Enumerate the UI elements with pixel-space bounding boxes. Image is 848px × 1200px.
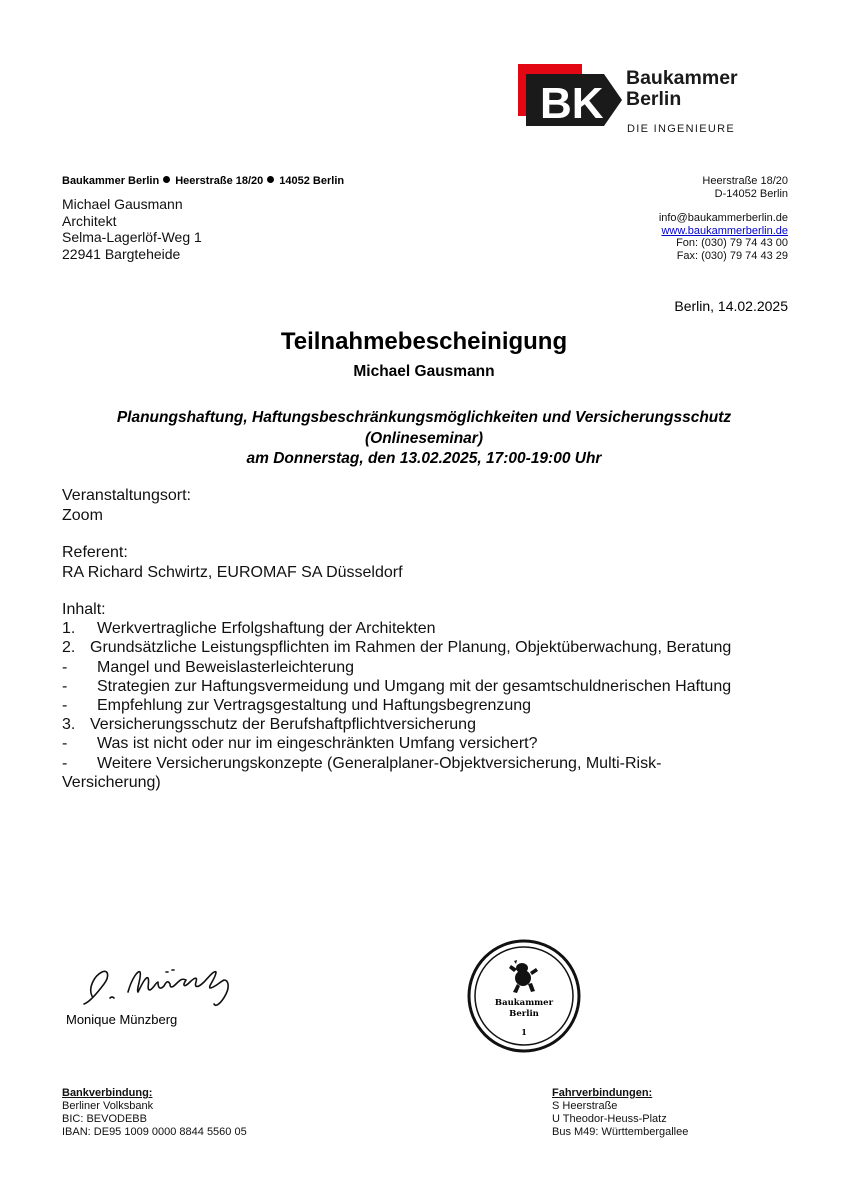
list-item (62, 754, 802, 773)
list-marker: 1. (62, 620, 76, 638)
list-item-text: Empfehlung zur Vertragsgestaltung und Haftungsbegrenzung (97, 697, 532, 715)
list-marker: - (62, 754, 68, 772)
bank-iban: IBAN: DE95 1009 0000 8844 5560 05 (62, 1126, 247, 1138)
seal-text (466, 998, 582, 1020)
list-item-text: Weitere Versicherungskonzepte (Generalplaner-Objektversicherung, Multi-Risk- (97, 754, 662, 772)
list-item (62, 638, 802, 657)
recipient-city: 22941 Bargteheide (62, 245, 181, 262)
transport-details (552, 1087, 688, 1139)
contact-block (659, 175, 788, 262)
sender-city: 14052 Berlin (279, 175, 345, 187)
recipient-street: Selma-Lagerlöf-Weg 1 (62, 229, 202, 245)
speaker-label: Referent: (62, 544, 128, 561)
list-item-text: Mangel und Beweislasterleichterung (97, 658, 355, 676)
website-link[interactable]: www.baukammerberlin.de (661, 224, 788, 237)
baukammer-logo (512, 60, 762, 140)
seal-number: 1 (521, 1027, 527, 1037)
list-item-text: Was ist nicht oder nur im eingeschränkten Umfang versichert? (97, 735, 538, 753)
list-item (62, 677, 802, 696)
document-title: Teilnahmebescheinigung (280, 328, 568, 355)
letter-date: Berlin, 14.02.2025 (674, 298, 788, 314)
list-item-continuation: Versicherung) (62, 773, 161, 791)
speaker-section (62, 543, 403, 582)
list-item (62, 619, 802, 638)
list-item (62, 696, 802, 715)
event-datetime: am Donnerstag, den 13.02.2025, 17:00-19:00 Uhr (246, 450, 602, 467)
list-item (62, 658, 802, 677)
list-marker: - (62, 677, 68, 695)
transport-line: Bus M49: Württembergallee (552, 1126, 689, 1138)
bk-logo-mark-icon (512, 60, 624, 132)
participant-name: Michael Gausmann (353, 363, 495, 380)
logo-subtitle: DIE INGENIEURE (627, 123, 736, 135)
list-item-text: Grundsätzliche Leistungspflichten im Rahmen der Planung, Objektüberwachung, Beratung (90, 639, 732, 657)
sender-street: Heerstraße 18/20 (175, 175, 264, 187)
official-seal (466, 938, 582, 1054)
handwritten-signature (80, 958, 260, 1015)
bank-details (62, 1087, 247, 1139)
bullet-icon (267, 176, 274, 183)
content-section (62, 600, 802, 792)
bank-heading: Bankverbindung: (62, 1087, 153, 1099)
transport-line: U Theodor-Heuss-Platz (552, 1113, 667, 1125)
list-marker: - (62, 735, 68, 753)
venue-section (62, 486, 191, 525)
list-item-text: Werkvertragliche Erfolgshaftung der Architekten (97, 620, 436, 638)
contact-fax: Fax: (030) 79 74 43 29 (676, 249, 788, 262)
seal-line2: Berlin (509, 1009, 539, 1019)
sender-return-line (62, 175, 344, 187)
transport-heading: Fahrverbindungen: (552, 1087, 653, 1099)
event-format: (Onlineseminar) (365, 429, 483, 447)
logo-name (626, 68, 738, 110)
recipient-address (62, 196, 202, 262)
list-marker: - (62, 658, 68, 676)
event-topic: Planungshaftung, Haftungsbeschränkungsmöglichkeiten und Versicherungsschutz (116, 409, 732, 426)
logo-name-line2: Berlin (626, 88, 682, 110)
list-item-text: Versicherungsschutz der Berufshaftpflichtversicherung (90, 716, 476, 734)
bk-monogram: BK (540, 79, 604, 128)
berlin-bear-icon (509, 960, 538, 993)
list-marker: 2. (62, 639, 76, 657)
speaker-value: RA Richard Schwirtz, EUROMAF SA Düsseldorf (62, 563, 403, 581)
logo-name-line1: Baukammer (626, 67, 738, 89)
venue-value: Zoom (62, 506, 103, 524)
signer-name: Monique Münzberg (66, 1012, 178, 1027)
recipient-name: Michael Gausmann (62, 196, 183, 212)
event-details (0, 408, 848, 470)
list-marker: 3. (62, 716, 76, 734)
contact-city: D-14052 Berlin (714, 187, 788, 200)
bank-name: Berliner Volksbank (62, 1100, 154, 1112)
contact-phone: Fon: (030) 79 74 43 00 (676, 237, 788, 249)
bank-bic: BIC: BEVODEBB (62, 1113, 147, 1125)
recipient-profession: Architekt (62, 212, 117, 229)
list-item-text: Strategien zur Haftungsvermeidung und Umgang mit der gesamtschuldnerischen Haftung (97, 677, 732, 695)
seal-line1: Baukammer (494, 998, 554, 1008)
content-label: Inhalt: (62, 601, 106, 618)
list-item (62, 734, 802, 753)
venue-label: Veranstaltungsort: (62, 487, 191, 504)
contact-email: info@baukammerberlin.de (658, 212, 788, 224)
sender-org: Baukammer Berlin (62, 175, 160, 187)
transport-line: S Heerstraße (552, 1100, 618, 1112)
contact-street: Heerstraße 18/20 (702, 175, 788, 187)
bullet-icon (163, 176, 170, 183)
list-marker: - (62, 697, 68, 715)
list-item (62, 715, 802, 734)
